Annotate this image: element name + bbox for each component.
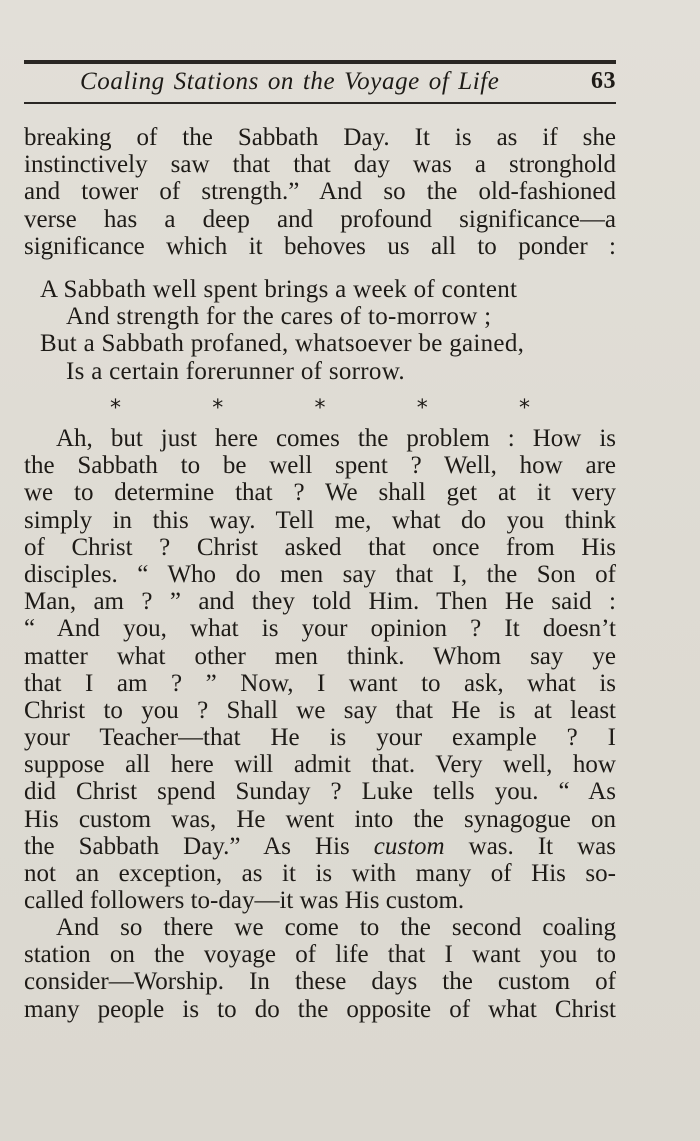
- asterisk-icon: *: [314, 396, 326, 421]
- verse-block: [40, 276, 616, 385]
- text-line: consider—Worship. In these days the custom of: [24, 968, 616, 996]
- text-line: Man, am ? ” and they told Him. Then He said :: [24, 588, 616, 616]
- text-line: your Teacher—that He is your example ? I: [24, 724, 616, 752]
- text-line: of Christ ? Christ asked that once from His: [24, 533, 616, 561]
- text-line: and tower of strength.” And so the old-fashioned: [24, 178, 616, 206]
- verse-line: A Sabbath well spent brings a week of content: [40, 276, 518, 303]
- header-bottom-rule: [24, 102, 616, 104]
- text-line: disciples. “ Who do men say that I, the Son of: [24, 560, 616, 588]
- asterisk-icon: *: [110, 396, 121, 421]
- text-line: many people is to do the opposite of what Christ: [24, 995, 616, 1023]
- text-line: we to determine that ? We shall get at it very: [24, 479, 616, 507]
- running-header: [24, 68, 616, 100]
- text-segment: the Sabbath Day.” As His: [24, 832, 374, 860]
- text-line: called followers to-day—it was His custom.: [24, 887, 465, 915]
- text-line-with-italic: [24, 833, 616, 860]
- text-line: Christ to you ? Shall we say that He is at least: [24, 696, 616, 724]
- text-line: breaking of the Sabbath Day. It is as if she: [24, 124, 616, 151]
- section-separator: [110, 396, 530, 420]
- verse-line: And strength for the cares of to-morrow ;: [66, 303, 492, 331]
- text-segment: was. It was: [444, 832, 617, 860]
- asterisk-icon: *: [519, 396, 530, 421]
- running-title: Coaling Stations on the Voyage of Life: [80, 68, 500, 95]
- header-top-rule: [24, 60, 616, 64]
- text-line: simply in this way. Tell me, what do you think: [24, 506, 616, 534]
- text-line: “ And you, what is your opinion ? It doesn’t: [24, 615, 616, 643]
- text-line: the Sabbath to be well spent ? Well, how are: [24, 452, 616, 480]
- text-line: suppose all here will admit that. Very well, how: [24, 751, 616, 779]
- asterisk-icon: *: [416, 396, 428, 421]
- italic-word: custom: [373, 832, 445, 860]
- text-line: His custom was, He went into the synagogue on: [24, 805, 616, 833]
- paragraph-worship: [24, 914, 616, 1023]
- text-line: instinctively saw that that day was a stronghold: [24, 151, 616, 179]
- text-line: verse has a deep and profound significance—a: [24, 205, 616, 233]
- asterisk-icon: *: [212, 396, 224, 421]
- text-line: not an exception, as it is with many of His so-: [24, 860, 616, 887]
- text-line: significance which it behoves us all to ponder :: [24, 232, 616, 260]
- verse-line: Is a certain forerunner of sorrow.: [66, 357, 405, 385]
- paragraph-continued: [24, 124, 616, 260]
- text-line: did Christ spend Sunday ? Luke tells you. “ As: [24, 778, 616, 806]
- verse-line: But a Sabbath profaned, whatsoever be gained,: [40, 330, 525, 358]
- text-line: Ah, but just here comes the problem : How is: [56, 425, 616, 452]
- paragraph-ah-but: [24, 425, 616, 914]
- text-line: matter what other men think. Whom say ye: [24, 642, 616, 670]
- page-number: 63: [591, 68, 616, 94]
- text-line: station on the voyage of life that I want you to: [24, 941, 616, 969]
- text-line: that I am ? ” Now, I want to ask, what is: [24, 669, 616, 697]
- text-line: And so there we come to the second coaling: [56, 914, 616, 941]
